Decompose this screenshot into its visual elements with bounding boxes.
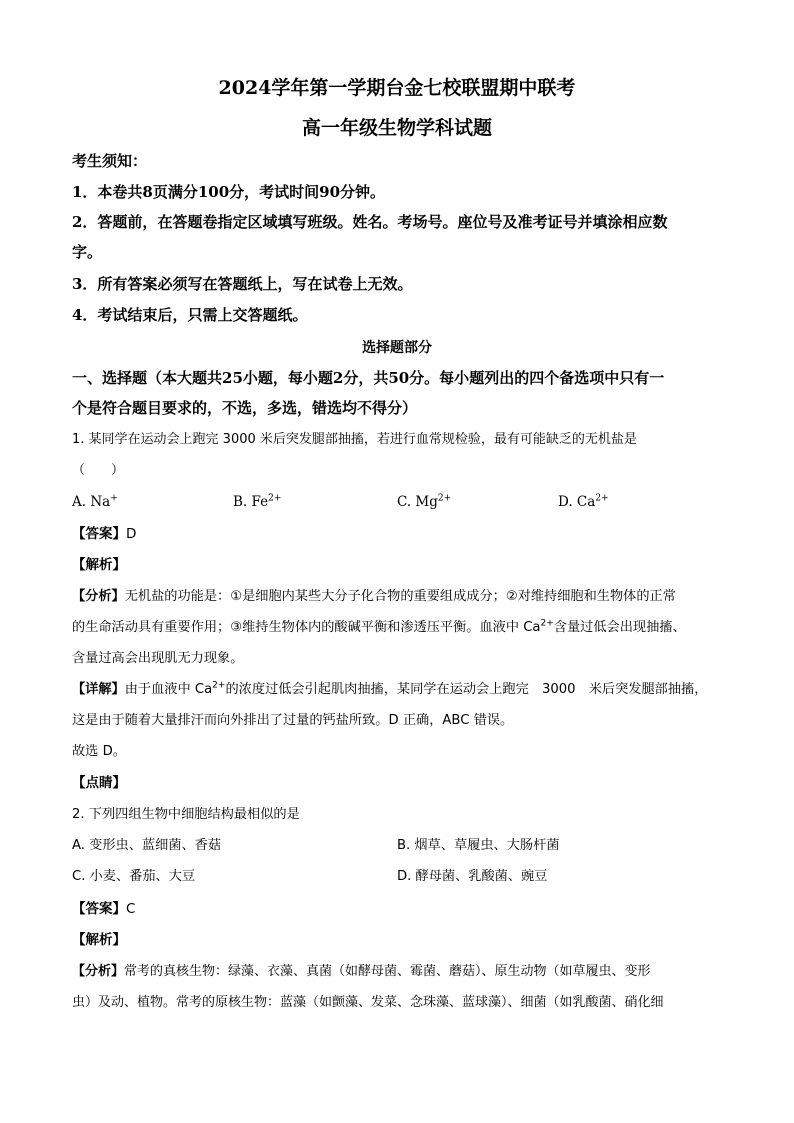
answer-tag: 【答案】	[72, 901, 126, 917]
ion-charge: 2+	[595, 493, 609, 504]
fenxi-text: 常考的真核生物：绿藻、衣藻、真菌（如酵母菌、霉菌、蘑菇）、原生动物（如草履虫、变形	[124, 964, 651, 979]
section-title: 选择题部分	[362, 340, 432, 356]
q1-fenxi-line	[72, 618, 727, 638]
q1-option-a	[72, 492, 118, 512]
detail-text: 由于血液中 Ca	[124, 682, 213, 697]
q2-option-b: B. 烟草、草履虫、大肠杆菌	[397, 838, 560, 853]
answer-value: D	[126, 526, 137, 542]
notice-item: 3．所有答案必须写在答题纸上，写在试卷上无效。	[72, 275, 413, 293]
notice-item: 2．答题前，在答题卷指定区域填写班级。姓名。考场号。座位号及准考证号并填涂相应数	[72, 213, 668, 231]
section-intro: 一、选择题（本大题共25小题，每小题2分，共50分。每小题列出的四个备选项中只有一	[72, 369, 665, 387]
detail-tag: 【详解】	[72, 682, 125, 697]
section-intro: 个是符合题目要求的，不选，多选，错选均不得分）	[72, 399, 418, 417]
q2-option-a: A. 变形虫、蓝细菌、香菇	[72, 838, 222, 853]
q1-stem: 1. 某同学在运动会上跑完 3000 米后突发腿部抽搐，若进行血常规检验，最有可能缺乏的无机盐是	[72, 432, 637, 447]
q1-fenxi	[72, 587, 727, 607]
q2-answer	[72, 899, 727, 919]
q1-conclusion: 故选 D。	[72, 744, 126, 759]
q1-detail	[72, 680, 727, 700]
exam-subtitle: 高一年级生物学科试题	[301, 117, 492, 139]
q1-stem-bracket: （ ）	[72, 463, 125, 478]
option-label: A. Na	[72, 494, 111, 510]
notice-item: 4．考试结束后，只需上交答题纸。	[72, 306, 308, 324]
answer-value: C	[126, 901, 136, 917]
answer-tag: 【答案】	[72, 526, 126, 542]
option-label: D. Ca	[558, 494, 596, 510]
q1-option-d	[558, 492, 609, 512]
q1-fenxi-line: 含量过高会出现肌无力现象。	[72, 651, 244, 666]
q1-dianjing-tag: 【点睛】	[72, 775, 126, 791]
fenxi-tag: 【分析】	[72, 589, 125, 604]
q2-stem: 2. 下列四组生物中细胞结构最相似的是	[72, 807, 300, 822]
fenxi-text: 无机盐的功能是：①是细胞内某些大分子化合物的重要组成成分；②对维持细胞和生物体的正常	[124, 589, 676, 604]
fenxi-text: 的生命活动具有重要作用；③维持生物体内的酸碱平衡和渗透压平衡。血液中 Ca	[72, 620, 541, 635]
notice-item: 字。	[72, 243, 103, 261]
q2-fenxi	[72, 962, 727, 982]
q2-option-d: D. 酵母菌、乳酸菌、豌豆	[397, 869, 548, 884]
q1-option-c	[397, 492, 451, 512]
notice-heading: 考生须知：	[72, 152, 148, 170]
fenxi-text: 含量过低会出现抽搐、	[553, 620, 686, 635]
q1-option-b	[233, 492, 281, 512]
q2-analysis-tag: 【解析】	[72, 932, 126, 948]
detail-text: 的浓度过低会引起肌肉抽搐，某同学在运动会上跑完 3000 米后突发腿部抽搐，	[225, 682, 708, 697]
ion-charge: 2+	[437, 493, 452, 504]
q1-detail-line: 这是由于随着大量排汗而向外排出了过量的钙盐所致。D 正确，ABC 错误。	[72, 713, 514, 728]
fenxi-tag: 【分析】	[72, 964, 125, 979]
ion-charge: 2+	[540, 618, 554, 629]
ion-charge: 2+	[212, 680, 226, 691]
option-label: C. Mg	[397, 494, 438, 510]
option-label: B. Fe	[233, 494, 269, 510]
q2-fenxi-line: 虫）及动、植物。常考的原核生物：蓝藻（如颤藻、发菜、念珠藻、蓝球藻）、细菌（如乳酸菌、硝化细	[72, 995, 664, 1010]
exam-title: 2024学年第一学期台金七校联盟期中联考	[218, 77, 576, 99]
q1-answer	[72, 524, 727, 544]
notice-item: 1．本卷共8页满分100分，考试时间90分钟。	[72, 183, 386, 201]
q2-option-c: C. 小麦、番茄、大豆	[72, 869, 196, 884]
q1-analysis-tag: 【解析】	[72, 557, 126, 573]
ion-charge: +	[110, 493, 118, 504]
ion-charge: 2+	[268, 493, 282, 504]
